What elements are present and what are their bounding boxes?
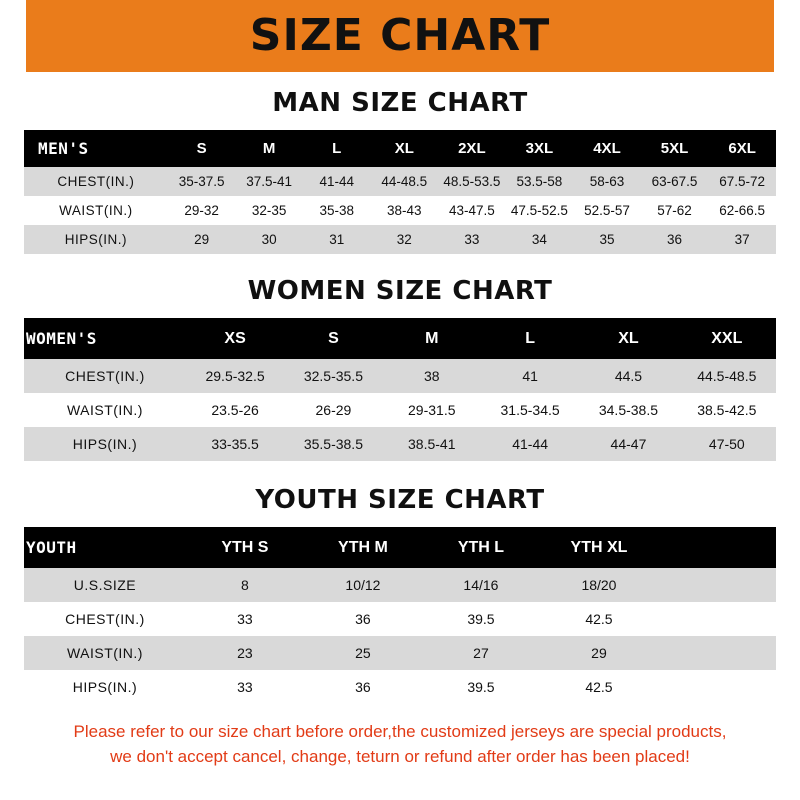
women-row-2-label: HIPS(IN.) [72,436,138,452]
youth-cell-2-1: 25 [355,645,371,661]
table-row [24,225,776,254]
man-cell-2-2: 31 [329,232,345,247]
youth-row-3-label: HIPS(IN.) [72,679,138,695]
man-cell-0-7: 63-67.5 [651,174,698,189]
women-cell-1-2: 29-31.5 [408,402,456,418]
man-section-title: MAN SIZE CHART [272,88,528,118]
man-table-head [24,130,776,167]
table-row [24,568,776,602]
man-header-cell-1: S [196,140,207,157]
youth-header-cell-3: YTH L [457,538,505,556]
man-header-cell-7: 4XL [593,140,621,157]
youth-cell-2-0: 23 [237,645,253,661]
women-table-body [24,359,776,461]
women-cell-1-3: 31.5-34.5 [500,402,560,418]
man-cell-0-4: 48.5-53.5 [443,174,501,189]
man-header-cell-9: 6XL [728,140,756,157]
youth-cell-1-3: 42.5 [585,611,613,627]
youth-cell-3-3: 42.5 [585,679,613,695]
man-header-cell-4: XL [394,140,414,157]
women-row-1-label: WAIST(IN.) [66,402,143,418]
women-cell-2-5: 47-50 [708,436,745,452]
youth-table-body [24,568,776,704]
man-cell-0-1: 37.5-41 [246,174,293,189]
man-header-cell-8: 5XL [660,140,689,157]
women-cell-1-1: 26-29 [315,402,352,418]
man-row-0-label: CHEST(IN.) [57,174,135,189]
table-row [24,427,776,461]
man-size-table [24,130,776,254]
table-header-row [24,130,776,167]
man-cell-1-4: 43-47.5 [448,203,495,218]
women-header-cell-5: XL [618,329,639,347]
youth-size-table [24,527,776,704]
man-cell-1-2: 35-38 [319,203,354,218]
table-row [24,636,776,670]
youth-cell-2-3: 29 [591,645,607,661]
women-cell-2-4: 44-47 [610,436,647,452]
man-cell-2-1: 30 [261,232,277,247]
man-cell-0-6: 58-63 [589,174,625,189]
man-header-cell-6: 3XL [525,140,554,157]
page-title: SIZE CHART [249,10,551,61]
youth-cell-1-1: 36 [355,611,371,627]
youth-header-cell-0: YOUTH [26,538,77,557]
youth-header-cell-5 [658,527,776,568]
youth-cell-3-2: 39.5 [467,679,495,695]
women-table-head [24,318,776,359]
women-cell-2-0: 33-35.5 [211,436,259,452]
man-header-cell-5: 2XL [458,140,486,157]
youth-cell-0-1: 10/12 [345,577,381,593]
women-cell-0-3: 41 [522,368,538,384]
man-header-cell-3: L [332,140,342,157]
man-cell-2-5: 34 [531,232,547,247]
man-cell-0-8: 67.5-72 [719,174,766,189]
man-header-cell-2: M [262,140,276,157]
table-row [24,359,776,393]
women-header-cell-1: XS [224,329,246,347]
man-cell-2-3: 32 [396,232,412,247]
youth-cell-0-3: 18/20 [581,577,617,593]
women-header-cell-0: WOMEN'S [26,329,97,348]
youth-row-2-label: WAIST(IN.) [66,645,143,661]
youth-cell-1-4 [658,602,776,636]
man-cell-0-2: 41-44 [319,174,354,189]
footer-note-line-2: we don't accept cancel, change, teturn or refund after order has been placed! [110,746,690,766]
youth-cell-2-4 [658,636,776,670]
man-cell-0-3: 44-48.5 [381,174,428,189]
content [0,88,800,769]
women-cell-2-1: 35.5-38.5 [303,436,363,452]
youth-section-title: YOUTH SIZE CHART [255,485,545,515]
footer-note-line-1: Please refer to our size chart before order,the customized jerseys are special products, [73,722,727,741]
women-cell-0-0: 29.5-32.5 [205,368,265,384]
youth-header-cell-4: YTH XL [570,538,628,556]
youth-cell-2-2: 27 [473,645,489,661]
youth-table-head [24,527,776,568]
man-table-body [24,167,776,254]
women-cell-2-3: 41-44 [512,436,549,452]
women-cell-1-0: 23.5-26 [211,402,259,418]
man-row-1-label: WAIST(IN.) [59,203,133,218]
youth-cell-0-0: 8 [241,577,249,593]
man-cell-2-4: 33 [464,232,480,247]
youth-cell-1-0: 33 [237,611,253,627]
women-cell-1-4: 34.5-38.5 [598,402,659,418]
man-cell-1-3: 38-43 [387,203,422,218]
man-cell-2-7: 36 [667,232,683,247]
women-header-cell-2: S [328,329,339,347]
man-cell-0-0: 35-37.5 [178,174,225,189]
youth-row-0-label: U.S.SIZE [73,577,137,593]
man-cell-1-7: 57-62 [657,203,692,218]
man-cell-2-0: 29 [194,232,210,247]
women-header-cell-4: L [525,329,535,347]
youth-header-cell-2: YTH M [338,538,388,556]
women-header-cell-6: XXL [711,329,743,347]
women-cell-0-5: 44.5-48.5 [697,368,757,384]
women-header-cell-3: M [425,329,439,347]
youth-cell-1-2: 39.5 [467,611,495,627]
footer-note [24,720,776,769]
man-cell-1-0: 29-32 [184,203,219,218]
women-cell-0-2: 38 [423,368,440,384]
table-row [24,602,776,636]
youth-cell-3-1: 36 [355,679,371,695]
table-header-row [24,527,776,568]
header-left-spacer [0,0,26,72]
man-cell-2-8: 37 [734,232,750,247]
women-cell-2-2: 38.5-41 [408,436,456,452]
table-row [24,670,776,704]
man-cell-2-6: 35 [599,232,615,247]
women-cell-0-4: 44.5 [614,368,643,384]
man-row-2-label: HIPS(IN.) [64,232,128,247]
women-cell-1-5: 38.5-42.5 [697,402,757,418]
man-cell-1-1: 32-35 [251,203,287,218]
women-section-title: WOMEN SIZE CHART [247,276,553,306]
women-row-0-label: CHEST(IN.) [65,368,145,384]
youth-row-1-label: CHEST(IN.) [65,611,145,627]
youth-cell-3-0: 33 [237,679,253,695]
youth-cell-3-4 [658,670,776,704]
header-right-spacer [774,0,800,72]
women-cell-0-1: 32.5-35.5 [303,368,363,384]
man-cell-1-8: 62-66.5 [719,203,766,218]
youth-cell-0-4 [658,568,776,602]
youth-cell-0-2: 14/16 [463,577,499,593]
header-band [0,0,800,72]
women-size-table [24,318,776,461]
table-row [24,167,776,196]
table-row [24,196,776,225]
man-cell-1-5: 47.5-52.5 [510,203,568,218]
man-cell-0-5: 53.5-58 [516,174,563,189]
table-header-row [24,318,776,359]
youth-header-cell-1: YTH S [221,538,269,556]
man-header-cell-0: MEN'S [38,139,89,158]
man-cell-1-6: 52.5-57 [584,203,630,218]
table-row [24,393,776,427]
